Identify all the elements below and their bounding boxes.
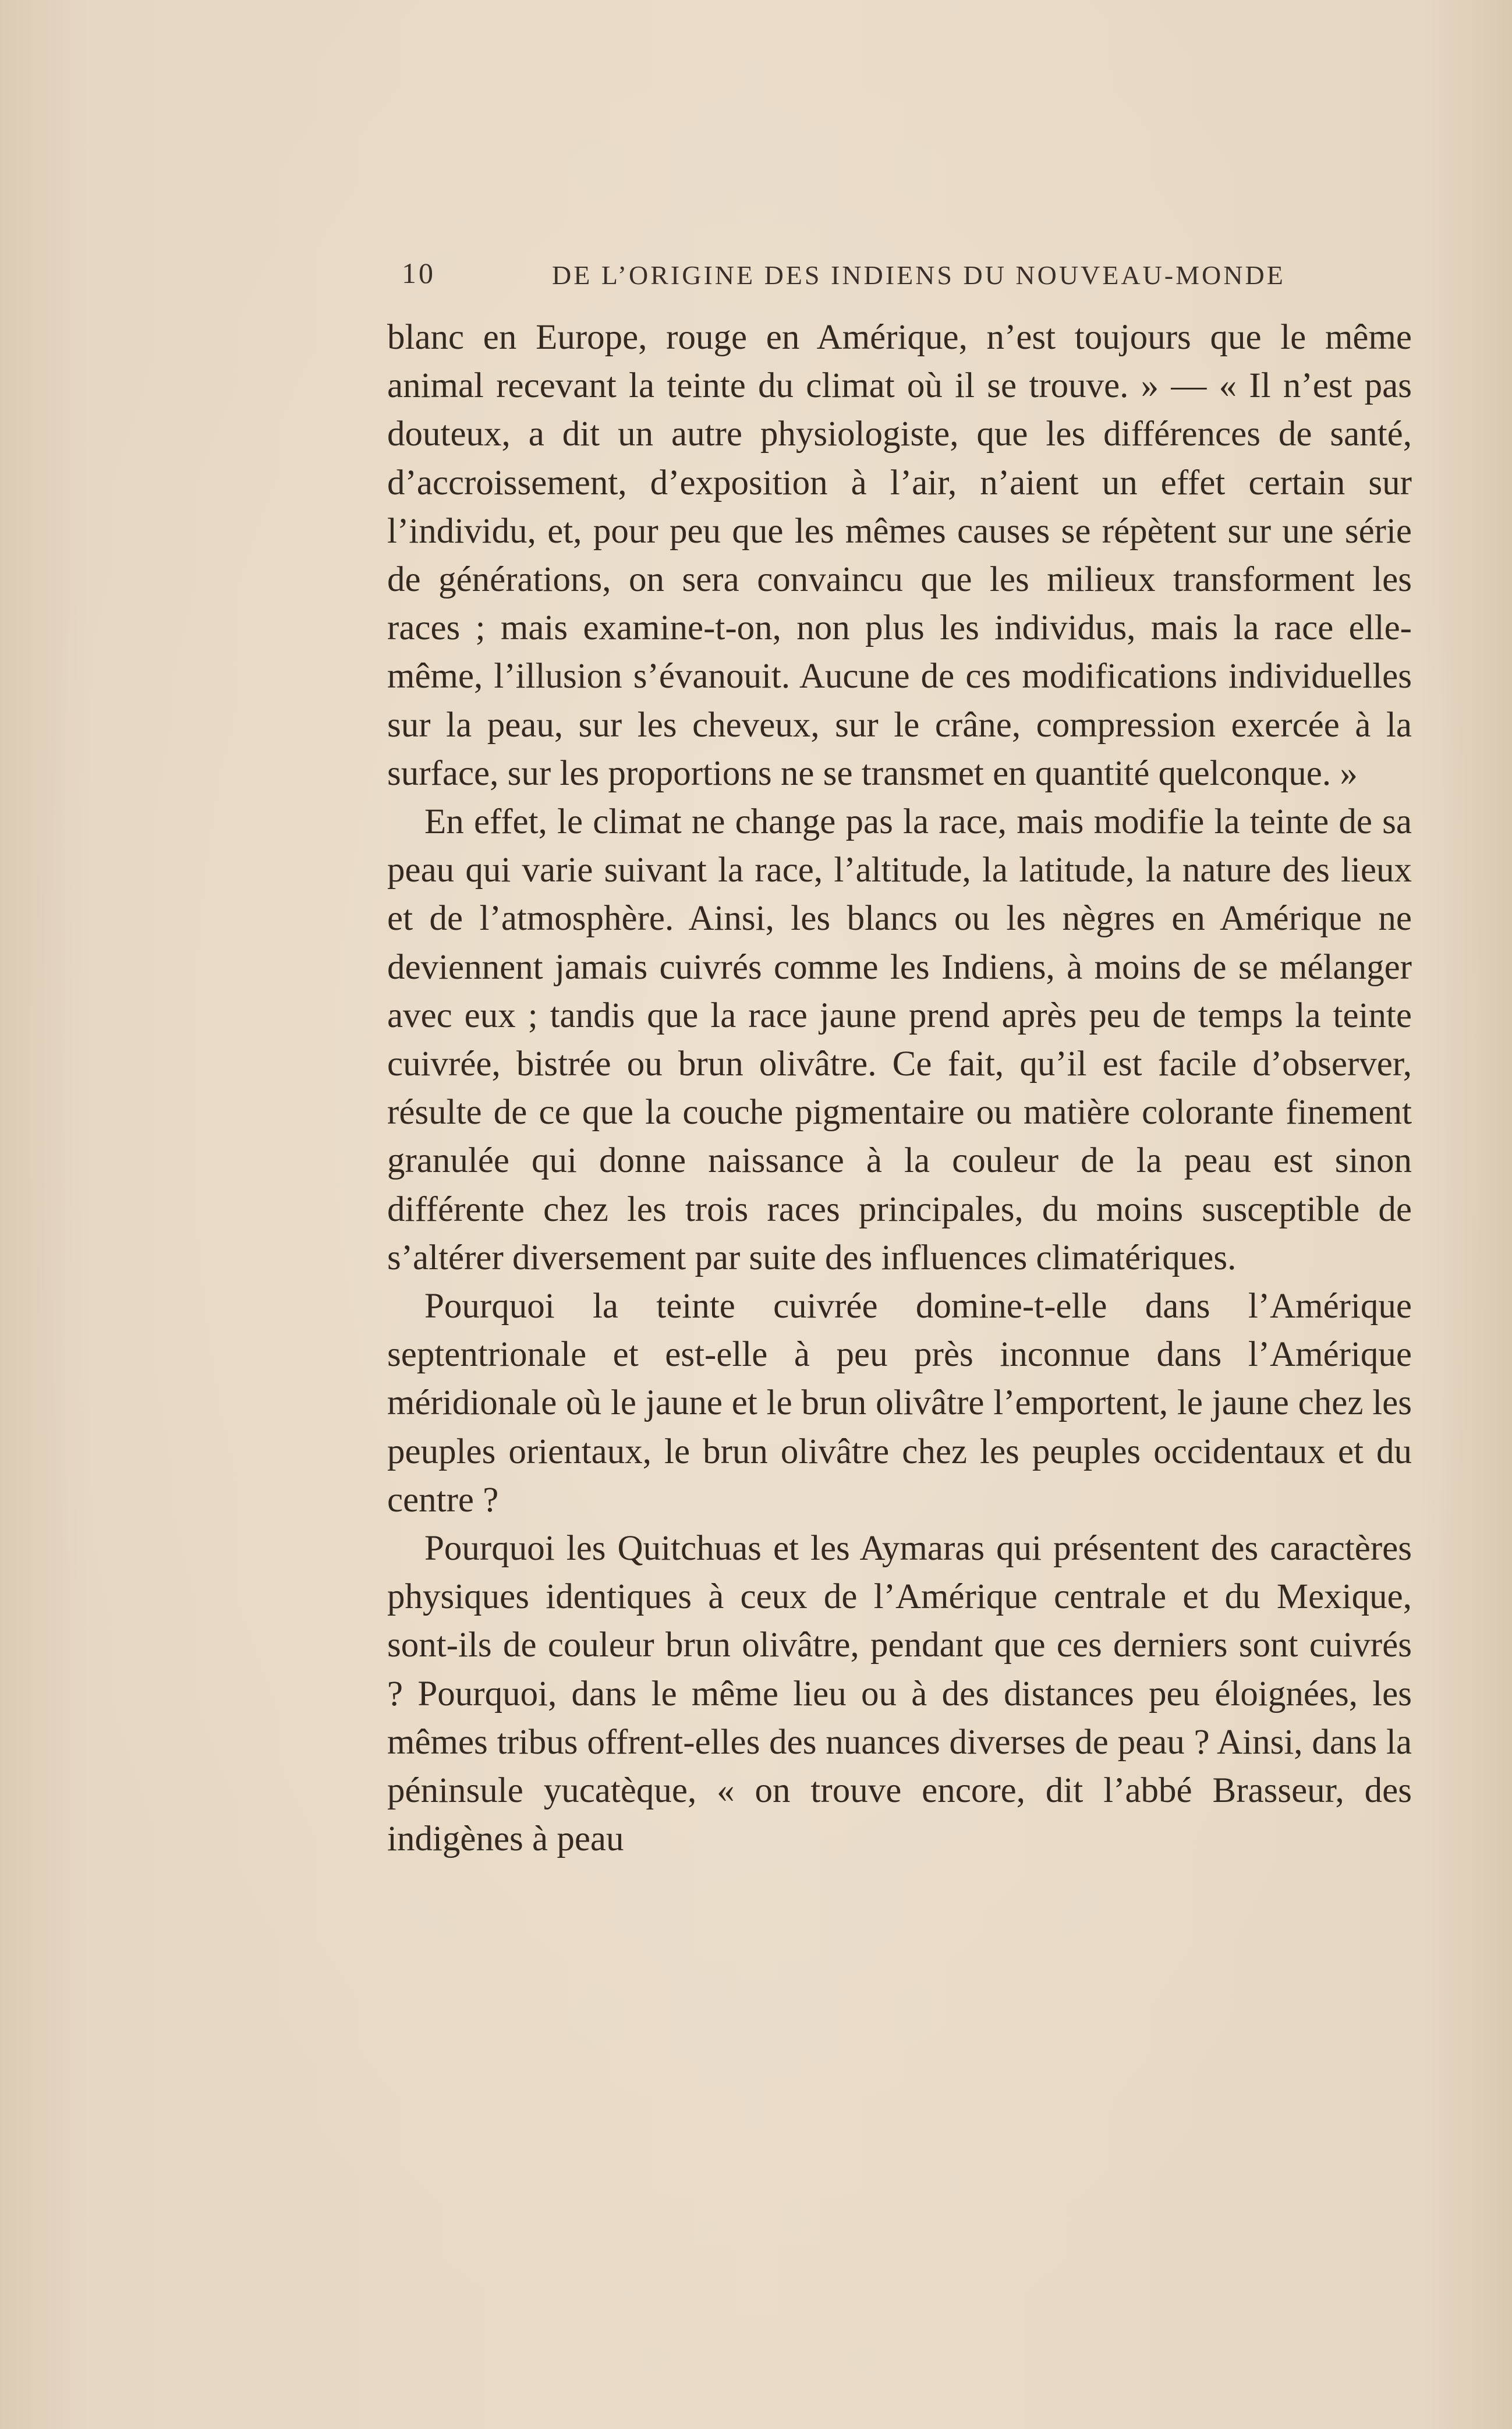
body-text	[387, 313, 1412, 1864]
paragraph: Pourquoi les Quitchuas et les Aymaras qui présentent des caractères physiques identiques à ceux de l’Amérique centrale et du Mexique, sont-ils de couleur brun olivâtre, pendant que ces derniers sont cuivrés ? Pourquoi, dans le même lieu ou à des distances peu éloignées, les mêmes tribus offrent-elles des nuances diverses de peau ? Ainsi, dans la péninsule yucatèque, « on trouve encore, dit l’abbé Brasseur, des indigènes à peau	[387, 1529, 1412, 1859]
paragraph: En effet, le climat ne change pas la race, mais modifie la teinte de sa peau qui varie suivant la race, l’altitude, la latitude, la nature des lieux et de l’atmosphère. Ainsi, les blancs ou les nègres en Amérique ne deviennent jamais cuivrés comme les Indiens, à moins de se mélanger avec eux ; tandis que la race jaune prend après peu de temps la teinte cuivrée, bistrée ou brun olivâtre. Ce fait, qu’il est facile d’observer, résulte de ce que la couche pigmentaire ou matière colorante finement granulée qui donne naissance à la couleur de la peau est sinon différente chez les trois races principales, du moins susceptible de s’altérer diversement par suite des influences climatériques.	[387, 802, 1412, 1277]
paragraph-continued: blanc en Europe, rouge en Amérique, n’est toujours que le même animal recevant la teinte du climat où il se trouve. » — « Il n’est pas douteux, a dit un autre physiologiste, que les différences de santé, d’accroissement, d’exposition à l’air, n’aient un effet certain sur l’individu, et, pour peu que les mêmes causes se répètent sur une série de générations, on sera convaincu que les milieux transforment les races ; mais examine-t-on, non plus les individus, mais la race elle-même, l’illusion s’évanouit. Aucune de ces modifications individuelles sur la peau, sur les cheveux, sur le crâne, compression exercée à la surface, sur les proportions ne se transmet en quantité quelconque. »	[387, 318, 1412, 793]
running-head	[402, 256, 1286, 297]
running-title: DE L’ORIGINE DES INDIENS DU NOUVEAU-MONDE	[552, 260, 1286, 290]
page-number: 10	[402, 257, 435, 289]
paragraph: Pourquoi la teinte cuivrée domine-t-elle dans l’Amérique septentrionale et est-elle à peu près inconnue dans l’Amérique méridionale où le jaune et le brun olivâtre l’emportent, le jaune chez les peuples orientaux, le brun olivâtre chez les peuples occidentaux et du centre ?	[387, 1287, 1412, 1520]
